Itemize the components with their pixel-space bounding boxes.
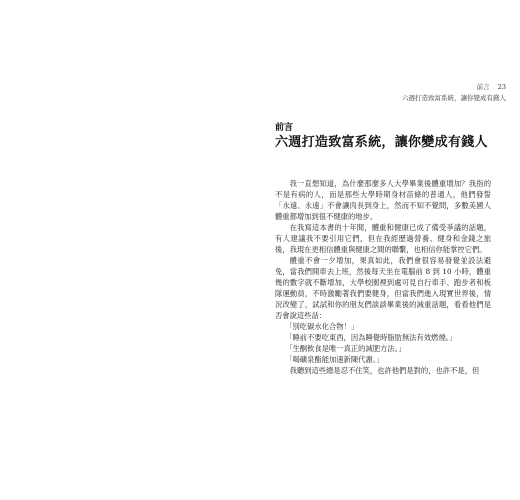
quote-line: 「睡前不要吃東西，因為睡覺時脂肪無法有效燃燒。」: [285, 333, 457, 342]
paragraph: 體重不會一夕增加，果真如此，我們會很容易發覺並設法避免，當我們開車去上班，然後每天坐在電腦前 8 到 10 小時，體重幾的數字就不斷增加，大學校園裡到處可見自行車手、跑步者和板隊運動員，不時激勵著我們要健身，但當我們進入現實世界後，情況改變了，試試和你的朋友們談談畢業後的減重話題，看看他們是否會說這些話：: [275, 256, 491, 320]
chapter-label: 前言: [275, 123, 294, 133]
header-top-line: [402, 82, 506, 92]
paragraph: 我聽到這些總是忍不住笑，也許他們是對的，也許不是，但: [289, 366, 480, 375]
quote-line: 「別吃碳水化合物！」: [285, 322, 359, 331]
running-header: [402, 82, 506, 103]
chapter-title: 六週打造致富系統，讓你變成有錢人: [275, 135, 488, 150]
body-text: [275, 178, 491, 376]
page-number: 23: [497, 83, 506, 91]
running-title: 六週打造致富系統，讓你變成有錢人: [402, 94, 506, 102]
quote-line: 「生酮飲食是唯一真正的減肥方法。」: [285, 344, 406, 353]
quote-line: 「喝礦泉酯能加速新陳代謝。」: [285, 355, 384, 364]
header-section: 前言: [476, 83, 490, 91]
paragraph: 我一直想知道，為什麼那麼多人大學畢業後體重增加？我指的不是有病的人，而是那些大學時期身材苗條的普通人，他們發誓「永遠、永遠」不會讓肉長到身上，然而不知不覺問，多數美國人體重都增加到很不健康的地步。: [275, 179, 491, 221]
paragraph: 在我寫這本書的十年間，體重和健康已成了備受爭議的話題，有人建議我不要引用它們，但在我經歷過營養、健身和金錢之旅後，我現在更相信體重與健康之間的聯繫，也相信你能掌控它們。: [275, 223, 491, 254]
